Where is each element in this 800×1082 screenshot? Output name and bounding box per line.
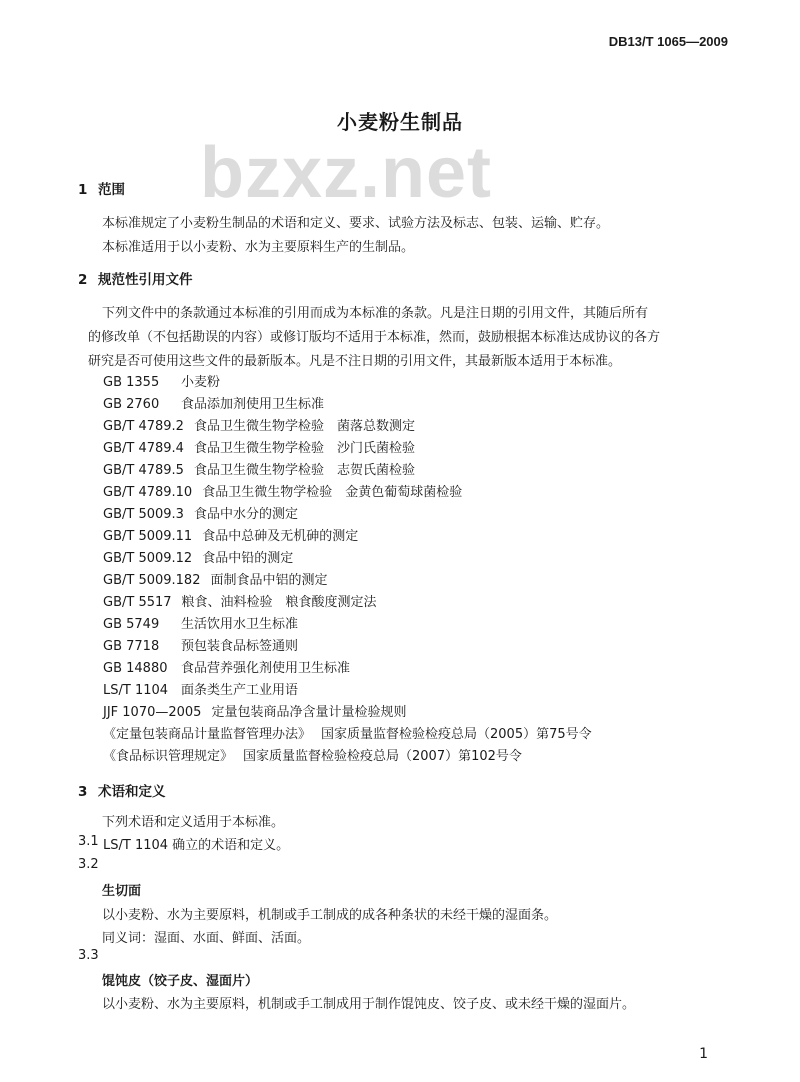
reference-code: GB/T 5517 — [103, 595, 172, 610]
reference-title: 食品中铅的测定 — [202, 551, 294, 566]
term-text: LS/T 1104 确立的术语和定义。 — [103, 838, 290, 853]
reference-item — [103, 459, 415, 478]
reference-item — [103, 723, 592, 742]
reference-title: 小麦粉 — [181, 375, 221, 390]
term-name: 生切面 — [102, 884, 142, 899]
reference-title: 国家质量监督检验检疫总局（2005）第75号令 — [321, 727, 592, 742]
reference-item — [103, 569, 328, 588]
scope-paragraph: 本标准规定了小麦粉生制品的术语和定义、要求、试验方法及标志、包装、运输、贮存。 — [102, 216, 610, 231]
term-definition: 以小麦粉、水为主要原料，机制或手工制成用于制作馄饨皮、饺子皮、或未经干燥的湿面片。 — [102, 997, 636, 1012]
reference-title: 食品卫生微生物学检验 菌落总数测定 — [193, 419, 415, 434]
reference-code: 《食品标识管理规定》 — [103, 749, 234, 764]
section-number: 2 — [78, 272, 88, 288]
reference-code: JJF 1070—2005 — [103, 705, 202, 720]
reference-item — [103, 503, 298, 522]
reference-code: GB/T 4789.4 — [103, 441, 184, 456]
reference-item — [103, 657, 350, 676]
reference-title: 食品营养强化剂使用卫生标准 — [181, 661, 351, 676]
document-title: 小麦粉生制品 — [337, 110, 463, 134]
reference-title: 食品中总砷及无机砷的测定 — [202, 529, 359, 544]
section-2-heading — [78, 268, 193, 288]
reference-item — [103, 745, 522, 764]
reference-item — [103, 591, 377, 610]
section-title: 规范性引用文件 — [98, 272, 193, 288]
reference-item — [103, 635, 298, 654]
reference-item — [103, 679, 298, 698]
reference-title: 食品卫生微生物学检验 志贺氏菌检验 — [193, 463, 415, 478]
term-number: 3.1 — [78, 834, 99, 849]
reference-code: LS/T 1104 — [103, 683, 169, 698]
reference-code: GB/T 4789.5 — [103, 463, 184, 478]
reference-item — [103, 437, 415, 456]
reference-code: GB/T 4789.2 — [103, 419, 184, 434]
section-1-heading — [78, 178, 125, 198]
reference-title: 定量包装商品净含量计量检验规则 — [211, 705, 407, 720]
references-intro-line: 下列文件中的条款通过本标准的引用而成为本标准的条款。凡是注日期的引用文件，其随后所有 — [102, 306, 649, 321]
term-definition: 以小麦粉、水为主要原料，机制或手工制成的成各种条状的未经干燥的湿面条。 — [102, 908, 558, 923]
standard-code: DB13/T 1065—2009 — [608, 34, 728, 49]
reference-item — [103, 393, 324, 412]
reference-title: 国家质量监督检验检疫总局（2007）第102号令 — [243, 749, 522, 764]
reference-code: GB 5749 — [103, 617, 160, 632]
reference-title: 面条类生产工业用语 — [181, 683, 299, 698]
reference-item — [103, 547, 293, 566]
reference-item — [103, 481, 462, 500]
reference-item — [103, 701, 406, 720]
section-number: 1 — [78, 182, 88, 198]
reference-code: GB/T 5009.11 — [103, 529, 193, 544]
reference-item — [103, 415, 415, 434]
reference-item — [103, 371, 220, 390]
reference-title: 面制食品中铝的测定 — [210, 573, 328, 588]
scope-paragraph: 本标准适用于以小麦粉、水为主要原料生产的生制品。 — [102, 240, 415, 255]
watermark: bzxz.net — [200, 133, 493, 213]
reference-item — [103, 525, 358, 544]
section-title: 术语和定义 — [98, 784, 166, 800]
reference-code: GB 14880 — [103, 661, 168, 676]
page-number: 1 — [699, 1046, 708, 1062]
term-number: 3.2 — [78, 857, 99, 872]
reference-title: 生活饮用水卫生标准 — [181, 617, 299, 632]
term-synonym: 同义词：湿面、水面、鲜面、活面。 — [102, 931, 311, 946]
reference-code: 《定量包装商品计量监督管理办法》 — [103, 727, 312, 742]
reference-code: GB/T 5009.12 — [103, 551, 193, 566]
references-intro-line: 研究是否可使用这些文件的最新版本。凡是不注日期的引用文件，其最新版本适用于本标准。 — [88, 354, 622, 369]
terms-intro: 下列术语和定义适用于本标准。 — [102, 815, 285, 830]
reference-code: GB/T 5009.3 — [103, 507, 184, 522]
reference-title: 食品卫生微生物学检验 沙门氏菌检验 — [193, 441, 415, 456]
reference-title: 食品卫生微生物学检验 金黄色葡萄球菌检验 — [202, 485, 463, 500]
reference-code: GB/T 4789.10 — [103, 485, 193, 500]
section-3-heading — [78, 780, 166, 800]
references-intro-line: 的修改单（不包括勘误的内容）或修订版均不适用于本标准，然而，鼓励根据本标准达成协议的各方 — [88, 330, 661, 345]
reference-code: GB 1355 — [103, 375, 160, 390]
reference-code: GB 2760 — [103, 397, 160, 412]
reference-title: 预包装食品标签通则 — [181, 639, 299, 654]
reference-title: 食品中水分的测定 — [193, 507, 298, 522]
term-name: 馄饨皮（饺子皮、湿面片） — [102, 974, 259, 989]
section-title: 范围 — [98, 182, 125, 198]
term-number: 3.3 — [78, 948, 99, 963]
reference-item — [103, 613, 298, 632]
reference-code: GB/T 5009.182 — [103, 573, 201, 588]
section-number: 3 — [78, 784, 88, 800]
reference-code: GB 7718 — [103, 639, 160, 654]
reference-title: 食品添加剂使用卫生标准 — [181, 397, 325, 412]
reference-title: 粮食、油料检验 粮食酸度测定法 — [181, 595, 377, 610]
